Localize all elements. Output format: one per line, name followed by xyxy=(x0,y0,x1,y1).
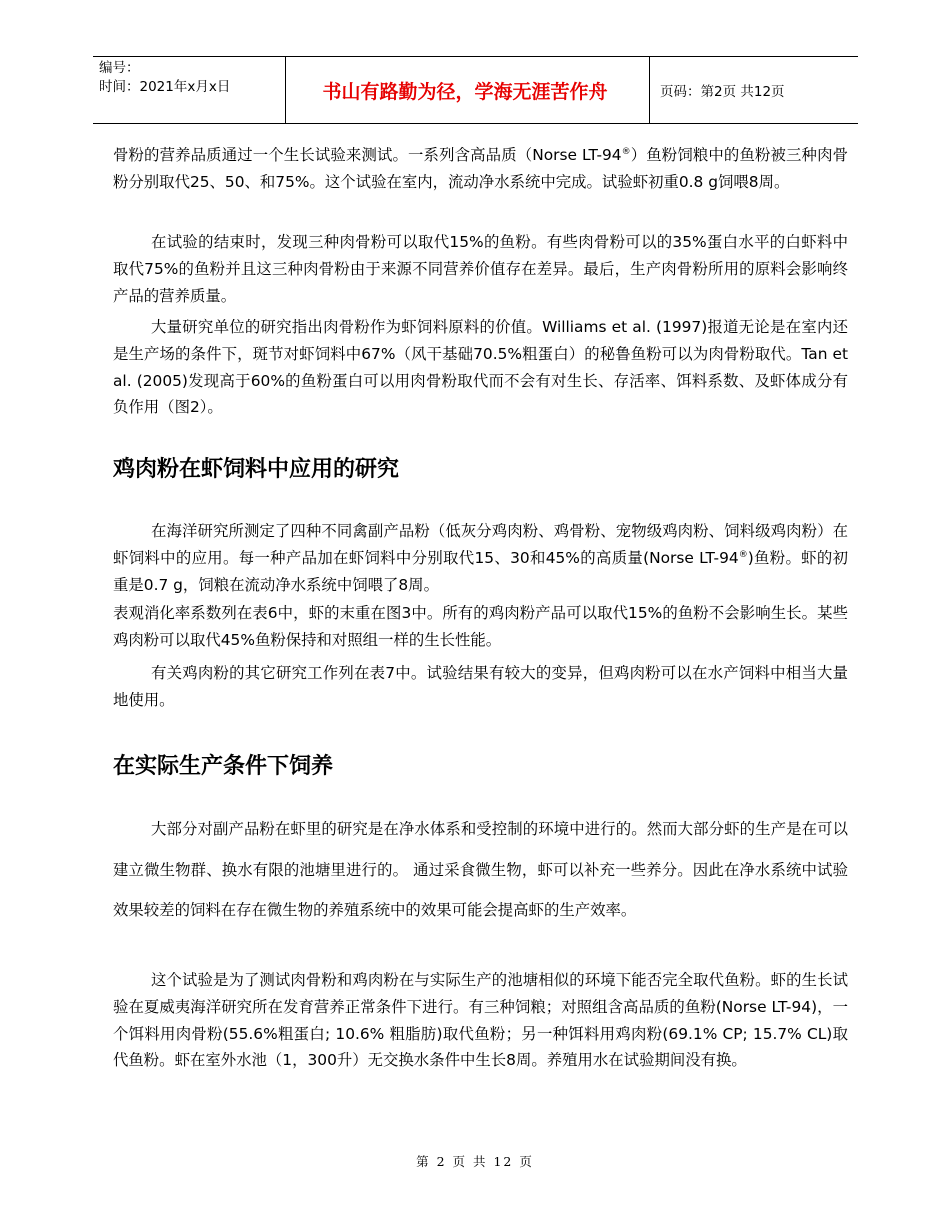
header-divider xyxy=(285,57,286,123)
paragraph-5: 表观消化率系数列在表6中，虾的末重在图3中。所有的鸡肉粉产品可以取代15%的鱼粉不会影响生长。某些鸡肉粉可以取代45%鱼粉保持和对照组一样的生长性能。 xyxy=(113,604,848,649)
header-motto: 书山有路勤为径，学海无涯苦作舟 xyxy=(322,80,608,103)
header-meta xyxy=(99,59,285,119)
paragraph-2: 在试验的结束时，发现三种肉骨粉可以取代15%的鱼粉。有些肉骨粉可以的35%蛋白水平的白虾料中取代75%的鱼粉并且这三种肉骨粉由于来源不同营养价值存在差异。最后，生产肉骨粉所用的原料会影响终产品的营养质量。 xyxy=(113,233,848,305)
paragraph-7: 大部分对副产品粉在虾里的研究是在净水体系和受控制的环境中进行的。然而大部分虾的生产是在可以建立微生物群、换水有限的池塘里进行的。 通过采食微生物，虾可以补充一些养分。因此在净水系统中试验效果较差的饲料在存在微生物的养殖系统中的效果可能会提高虾的生产效率。 xyxy=(113,820,848,919)
section-heading-production-conditions: 在实际生产条件下饲养 xyxy=(113,754,334,779)
header-page-info: 页码：第2页 共12页 xyxy=(660,84,785,100)
paragraph-3: 大量研究单位的研究指出肉骨粉作为虾饲料原料的价值。Williams et al. (1997)报道无论是在室内还是生产场的条件下，斑节对虾饲料中67%（风干基础70.5%粗蛋白）的秘鲁鱼粉可以为肉骨粉取代。Tan et al. (2005)发现高于60%的鱼粉蛋白可以用肉骨粉取代而不会有对生长、存活率、饵料系数、及虾体成分有负作用（图2）。 xyxy=(113,318,848,417)
document-date: 时间：2021年x月x日 xyxy=(99,79,231,95)
page-header xyxy=(93,56,858,124)
header-divider xyxy=(649,57,650,123)
section-heading-chicken-meal: 鸡肉粉在虾饲料中应用的研究 xyxy=(113,457,400,482)
paragraph-1: 骨粉的营养品质通过一个生长试验来测试。一系列含高品质（Norse LT-94®）鱼粉饲粮中的鱼粉被三种肉骨粉分别取代25、50、和75%。这个试验在室内，流动净水系统中完成。试验虾初重0.8 g饲喂8周。 xyxy=(113,146,848,191)
paragraph-8: 这个试验是为了测试肉骨粉和鸡肉粉在与实际生产的池塘相似的环境下能否完全取代鱼粉。虾的生长试验在夏威夷海洋研究所在发育营养正常条件下进行。有三种饲粮；对照组含高品质的鱼粉(Norse LT-94)，一个饵料用肉骨粉(55.6%粗蛋白; 10.6% 粗脂肪)取代鱼粉；另一种饵料用鸡肉粉(69.1% CP; 15.7% CL)取代鱼粉。虾在室外水池（1，300升）无交换水条件中生长8周。养殖用水在试验期间没有换。 xyxy=(113,971,848,1070)
paragraph-4: 在海洋研究所测定了四种不同禽副产品粉（低灰分鸡肉粉、鸡骨粉、宠物级鸡肉粉、饲料级鸡肉粉）在虾饲料中的应用。每一种产品加在虾饲料中分别取代15、30和45%的高质量(Norse LT-94®)鱼粉。虾的初重是0.7 g，饲粮在流动净水系统中饲喂了8周。 xyxy=(113,522,848,594)
document-number-label: 编号： xyxy=(99,60,140,76)
paragraph-6: 有关鸡肉粉的其它研究工作列在表7中。试验结果有较大的变异，但鸡肉粉可以在水产饲料中相当大量地使用。 xyxy=(113,664,848,709)
page-footer: 第 2 页 共 12 页 xyxy=(416,1154,534,1169)
